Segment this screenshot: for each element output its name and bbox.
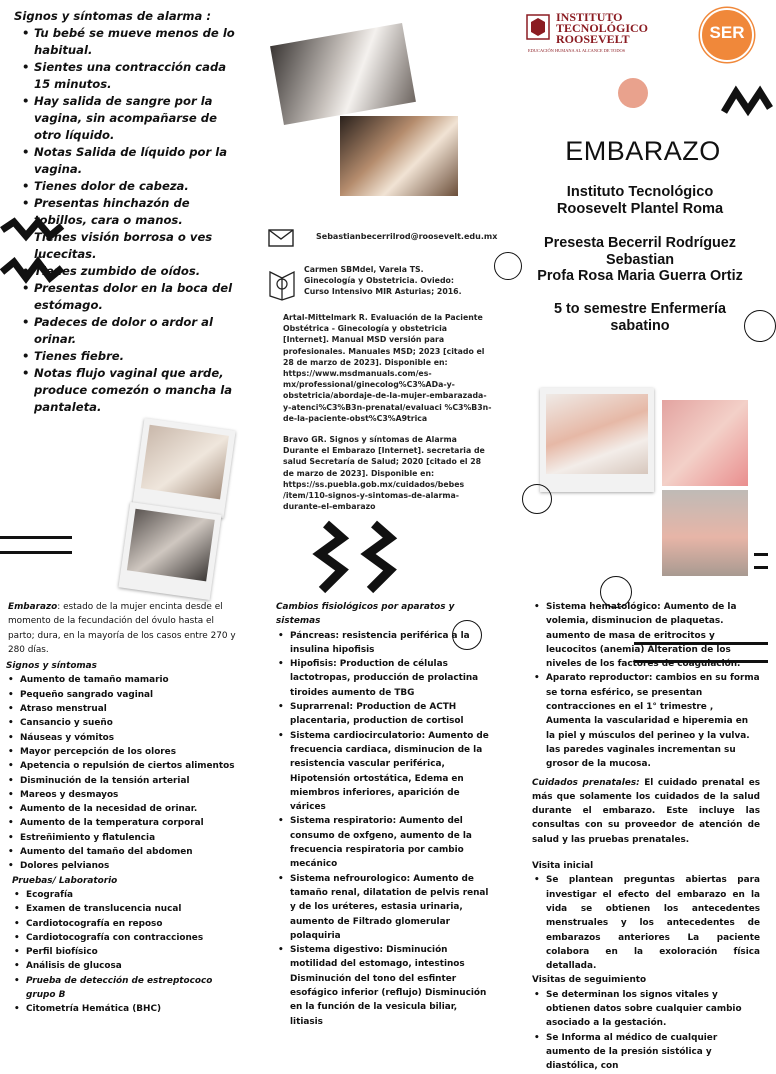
list-item: • Notas flujo vaginal que arde, produce comezón o mancha la pantaleta. <box>20 365 242 416</box>
list-item: • Páncreas: resistencia periférica a la insulina hipofisis <box>276 629 492 658</box>
list-item: • Apetencia o repulsión de ciertos alimentos <box>6 759 242 773</box>
list-item: • Tienes dolor de cabeza. <box>20 178 242 195</box>
list-item: • Examen de translucencia nucal <box>12 902 242 916</box>
list-item: • Sientes una contracción cada 15 minutos. <box>20 59 242 93</box>
list-item: • Dolores pelvianos <box>6 859 242 873</box>
divider-line <box>754 566 768 569</box>
circle-decoration <box>494 252 522 280</box>
alarm-signs-section <box>14 8 242 416</box>
list-item: • Cansancio y sueño <box>6 716 242 730</box>
systems-continued-section <box>532 600 760 1074</box>
institute-name-line3: ROOSEVELT <box>556 32 630 46</box>
page-title: EMBARAZO <box>565 136 721 166</box>
prenatal-text: El cuidado prenatal es más que solamente los cuidados de la salud durante el embarazo. Este incluye las consultas con su proveedor de atención de salud y las pruebas prenatales. <box>532 777 760 845</box>
systems-list <box>532 600 760 772</box>
list-item: • Mayor percepción de los olores <box>6 745 242 759</box>
pregnancy-test-photo <box>340 116 458 196</box>
list-item: • Se Informa al médico de cualquier aumento de la presión sistólica y diastólica, con <box>532 1031 760 1074</box>
list-item: • Notas Salida de líquido por la vagina. <box>20 144 242 178</box>
first-visit-list <box>532 873 760 973</box>
pink-dot-decoration <box>618 78 648 108</box>
list-item: • Atraso menstrual <box>6 702 242 716</box>
list-item: • Sistema hematológico: Aumento de la volemia, disminucion de plaquetas. aumento de masa de eritrocitos y leucocitos (anemia) Alteration de los niveles de los factores de coagulación. <box>532 600 760 671</box>
definition-term: Embarazo <box>8 602 58 612</box>
list-item: • Aumento de la necesidad de orinar. <box>6 802 242 816</box>
pregnancy-photo <box>270 23 416 125</box>
circle-decoration <box>744 310 776 342</box>
reference-3: Bravo GR. Signos y síntomas de Alarma Durante el Embarazo [Internet]. secretaria de salud Secretaría de Salud; 2020 [citado el 28 de marzo de 2023]. Disponible en: https://ss.puebla.gob.mx/cuidados/bebes /item/110-signos-y-sintomas-de-alarma-durante-el-embarazo <box>283 435 485 512</box>
list-item: • Análisis de glucosa <box>12 959 242 973</box>
list-item: • Presentas hinchazón de tobillos, cara o manos. <box>20 195 242 229</box>
list-item: • Aumento del tamaño del abdomen <box>6 845 242 859</box>
reference-1: Carmen SBMdel, Varela TS. Ginecología y Obstetricia. Oviedo: Curso Intensivo MIR Asturias; 2016. <box>304 265 462 297</box>
first-visit-title: Visita inicial <box>532 861 594 872</box>
list-item: • Disminución de la tensión arterial <box>6 774 242 788</box>
email-icon <box>268 228 296 252</box>
zigzag-decoration <box>0 218 64 298</box>
school-name: Instituto Tecnológico Roosevelt Plantel Roma <box>556 184 724 217</box>
list-item: • Cardiotocografía con contracciones <box>12 931 242 945</box>
list-item: • Hipofisis: Production de células lactotropas, producción de prolactina tiroides aumento de TBG <box>276 657 492 700</box>
list-item: • Aumento de tamaño mamario <box>6 673 242 687</box>
list-item: • Citometría Hemática (BHC) <box>12 1002 242 1016</box>
institute-logo <box>526 12 694 54</box>
ser-logo <box>700 8 754 62</box>
physio-title: Cambios fisiológicos por aparatos y sistemas <box>276 602 455 627</box>
list-item: • Prueba de detección de estreptococo grupo B <box>12 974 242 1003</box>
teacher-name: Profa Rosa Maria Guerra Ortiz <box>537 268 743 284</box>
list-item: • Tienes visión borrosa o ves lucecitas. <box>20 229 242 263</box>
physio-list <box>276 629 492 1029</box>
list-item: • Sistema nefrourologico: Aumento de tamaño renal, dilatation de pelvis renal y de los uréteres, estasia urinaria, aumento de Filtrado glomerular polaquiria <box>276 872 492 943</box>
list-item: • Mareos y desmayos <box>6 788 242 802</box>
definition-text: : estado de la mujer encinta desde el momento de la fecundación del óvulo hasta el parto; dura, en la mayoría de los casos entre 270 y 280 días. <box>8 602 236 655</box>
list-item: • Tu bebé se mueve menos de lo habitual. <box>20 25 242 59</box>
institute-name-line1: INSTITUTO <box>556 10 623 24</box>
divider-line <box>754 553 768 556</box>
prenatal-term: Cuidados prenatales: <box>532 777 640 788</box>
list-item: • Se plantean preguntas abiertas para investigar el efecto del embarazo en la vida se obtienen los antecedentes menstruales y los antecedentes de embarazos anteriores La paciente colabora en la exoloración física detallada. <box>532 873 760 973</box>
institute-name-line2: TECNOLÓGICO <box>556 21 649 35</box>
pregnant-dress-photo <box>662 490 748 576</box>
flowers-belly-photo <box>662 400 748 486</box>
contact-email: Sebastianbecerrilrod@roosevelt.edu.mx <box>316 232 498 241</box>
list-item: • Sistema digestivo: Disminución motilidad del estomago, intestinos Disminución del tono del esfinter esofágico inferior (reflujo) Disminución en la función de la vesicula biliar, litiasis <box>276 943 492 1029</box>
list-item: • Pequeño sangrado vaginal <box>6 688 242 702</box>
list-item: • Aparato reproductor: cambios en su forma se torna esférico, se presentan contracciones en el 1° trimestre , Aumenta la vascularidad e hiperemia en la piel y músculos del perineo y la vulva. las paredes vaginales incrementan su grosor de la mucosa. <box>532 671 760 771</box>
follow-up-list <box>532 988 760 1074</box>
divider-line <box>0 536 72 539</box>
list-item: • Tienes zumbido de oídos. <box>20 263 242 280</box>
presenter-name: Presesta Becerril Rodríguez Sebastian <box>544 235 736 268</box>
institute-crest-icon <box>526 14 550 42</box>
list-item: • Sistema cardiocirculatorio: Aumento de frecuencia cardiaca, disminucion de la resistencia vascular periférica, Hipotensión ortostática, Edema en miembros inferiores, aparición de várices <box>276 729 492 815</box>
ser-logo-text: SER <box>709 23 745 42</box>
list-item: • Estreñimiento y flatulencia <box>6 831 242 845</box>
list-item: • Sistema respiratorio: Aumento del consumo de oxfgeno, aumento de la frecuencia respiratoria por cambio mecánico <box>276 814 492 871</box>
list-item: • Presentas dolor en la boca del estómago. <box>20 280 242 314</box>
zigzag-decoration <box>312 520 402 596</box>
list-item: • Ecografía <box>12 888 242 902</box>
reference-2: Artal-Mittelmark R. Evaluación de la Paciente Obstétrica - Ginecología y obstetricia [Internet]. Manual MSD versión para profesionales. Manuales MSD; 2023 [citado el 28 de marzo de 2023]. Disponible en: https://www.msdmanuals.com/es-mx/professional/ginecolog%C3%ADa-y-obstetricia/abordaje-de-la-mujer-embarazada-y-atenci%C3%B3n-prenatal/evaluaci %C3%B3n-de-la-paciente-obst%C3%A9trica <box>283 313 492 423</box>
list-item: • Perfil biofísico <box>12 945 242 959</box>
symptoms-list <box>6 673 242 873</box>
definition-section <box>6 600 242 1017</box>
list-item: • Hay salida de sangre por la vagina, sin acompañarse de otro líquido. <box>20 93 242 144</box>
list-item: • Suprarrenal: Production de ACTH placentaria, production de cortisol <box>276 700 492 729</box>
list-item: • Náuseas y vómitos <box>6 731 242 745</box>
book-icon <box>268 268 296 306</box>
ultrasound-photo <box>132 418 235 518</box>
prenatal-paragraph <box>532 776 760 847</box>
list-item: • Se determinan los signos vitales y obtienen datos sobre cualquier cambio asociado a la gestación. <box>532 988 760 1031</box>
zigzag-decoration <box>722 84 768 116</box>
list-item: • Aumento de la temperatura corporal <box>6 816 242 830</box>
institute-tagline: EDUCACIÓN HUMANA AL ALCANCE DE TODOS <box>528 48 626 53</box>
alarm-signs-title: Signos y síntomas de alarma : <box>14 9 211 23</box>
tests-list <box>12 888 242 1017</box>
pregnant-woman-photo <box>540 388 654 492</box>
tests-title: Pruebas/ Laboratorio <box>12 875 118 886</box>
list-item: • Tienes fiebre. <box>20 348 242 365</box>
symptoms-title: Signos y síntomas <box>6 661 97 672</box>
semester-info: 5 to semestre Enfermería sabatino <box>554 301 726 334</box>
circle-decoration <box>522 484 552 514</box>
list-item: • Padeces de dolor o ardor al orinar. <box>20 314 242 348</box>
follow-up-title: Visitas de seguimiento <box>532 975 647 986</box>
definition-paragraph <box>8 600 242 657</box>
divider-line <box>0 551 72 554</box>
list-item: • Cardiotocografía en reposo <box>12 917 242 931</box>
ultrasound-photo-2 <box>118 502 221 600</box>
physio-section <box>276 600 492 1029</box>
